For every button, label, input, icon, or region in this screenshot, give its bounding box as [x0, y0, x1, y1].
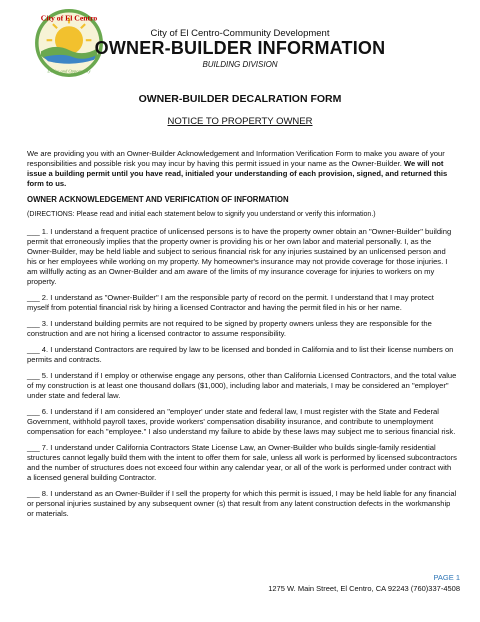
initial-blank[interactable]: ___: [27, 371, 40, 380]
initial-blank[interactable]: ___: [27, 319, 40, 328]
statement-number: 3.: [41, 319, 49, 328]
department-name: City of El Centro-Community Development: [150, 28, 330, 39]
logo-top-text: City of El Centro: [40, 13, 98, 23]
statement-7: [27, 443, 457, 483]
notice-heading: NOTICE TO PROPERTY OWNER: [167, 116, 313, 127]
intro-paragraph: [27, 149, 457, 189]
statement-text: I understand building permits are not required to be signed by property owners unless they are responsible for the construction and are not hiring a licensed contractor to assume responsibility.: [27, 319, 432, 338]
statement-text: I understand as "Owner-Builder" I am the responsible party of record on the permit. I understand that I may protect myself from potential financial risk by hiring a licensed Contractor and having the permit filed in his or her name.: [27, 293, 434, 312]
statement-number: 5.: [41, 371, 49, 380]
statement-text: I understand Contractors are required by law to be licensed and bonded in California and to list their license numbers on permits and contracts.: [27, 345, 454, 364]
statement-2: [27, 293, 457, 313]
initial-blank[interactable]: ___: [27, 293, 40, 302]
statement-number: 8.: [41, 489, 49, 498]
statement-text: I understand if I am considered an "employer' under state and federal law, I must register with the State and Federal Government, withhold payroll taxes, provide workers' compensation disability insurance, and contribute to unemployment compensation for each "employee." I also understand my failure to abide by these laws may subject me to serious financial risk.: [27, 407, 456, 436]
statement-text: I understand if I employ or otherwise engage any persons, other than California Licensed Contractors, and the total value of my construction is at least one thousand dollars ($1,000), including labor and materials, I may be considered an "employer" under state and federal law.: [27, 371, 457, 400]
statement-number: 4.: [41, 345, 49, 354]
statement-number: 1.: [41, 227, 49, 236]
initial-blank[interactable]: ___: [27, 227, 40, 236]
intro-bold-text: We will not issue a building permit until you have read, initialed your understanding of each provision, signed, and returned this form to us.: [27, 159, 448, 188]
form-body: [27, 149, 457, 525]
page-title: OWNER-BUILDER INFORMATION: [94, 38, 386, 58]
statement-3: [27, 319, 457, 339]
statement-number: 6.: [41, 407, 49, 416]
statement-number: 7.: [41, 443, 49, 452]
statement-text: I understand under California Contractors State License Law, an Owner-Builder who builds single-family residential structures cannot legally build them with the intent to offer them for sale, unless all work is performed by licensed subcontractors and the number of structures does not exceed four within any calendar year, or all of the work is performed under contract with a licensed general building Contractor.: [27, 443, 457, 482]
initial-blank[interactable]: ___: [27, 489, 40, 498]
statement-6: [27, 407, 457, 437]
initial-blank[interactable]: ___: [27, 345, 40, 354]
statement-text: I understand as an Owner-Builder if I sell the property for which this permit is issued, I may be held liable for any financial or personal injuries sustained by any subsequent owner (s) that result from any latent construction defects in the workmanship or materials.: [27, 489, 457, 518]
logo-bottom-text: Desire and Opportunity: [47, 68, 91, 74]
footer-address: 1275 W. Main Street, El Centro, CA 92243 (760)337-4508: [268, 584, 460, 593]
page-number: PAGE 1: [433, 573, 460, 582]
statement-1: [27, 227, 457, 287]
statement-5: [27, 371, 457, 401]
statement-4: [27, 345, 457, 365]
statement-8: [27, 489, 457, 519]
initial-blank[interactable]: ___: [27, 407, 40, 416]
statement-text: I understand a frequent practice of unlicensed persons is to have the property owner obtain an "Owner-Builder" building permit that erroneously implies that the property owner is providing his or her own labor and material personally. I, as the Owner-Builder, may be held liable and subject to serious financial risk for any injuries sustained by an unlicensed person and his or her employees while working on my property. My homeowner's insurance may not provide coverage for those injuries. I am willfully acting as an Owner-Builder and am aware of the limits of my insurance coverage for injuries to workers on my property.: [27, 227, 452, 286]
intro-text: We are providing you with an Owner-Builder Acknowledgement and Information Verification Form to make you aware of your responsibilities and possible risk you may incur by having this permit issued in your name as the Owner-Builder.: [27, 149, 445, 168]
section-heading: OWNER ACKNOWLEDGEMENT AND VERIFICATION OF INFORMATION: [27, 195, 289, 204]
division-name: BUILDING DIVISION: [202, 60, 278, 69]
directions-text: (DIRECTIONS: Please read and initial each statement below to signify you understand or verify this information.): [27, 211, 376, 218]
statement-number: 2.: [41, 293, 49, 302]
form-title: OWNER-BUILDER DECALRATION FORM: [138, 93, 342, 105]
initial-blank[interactable]: ___: [27, 443, 40, 452]
